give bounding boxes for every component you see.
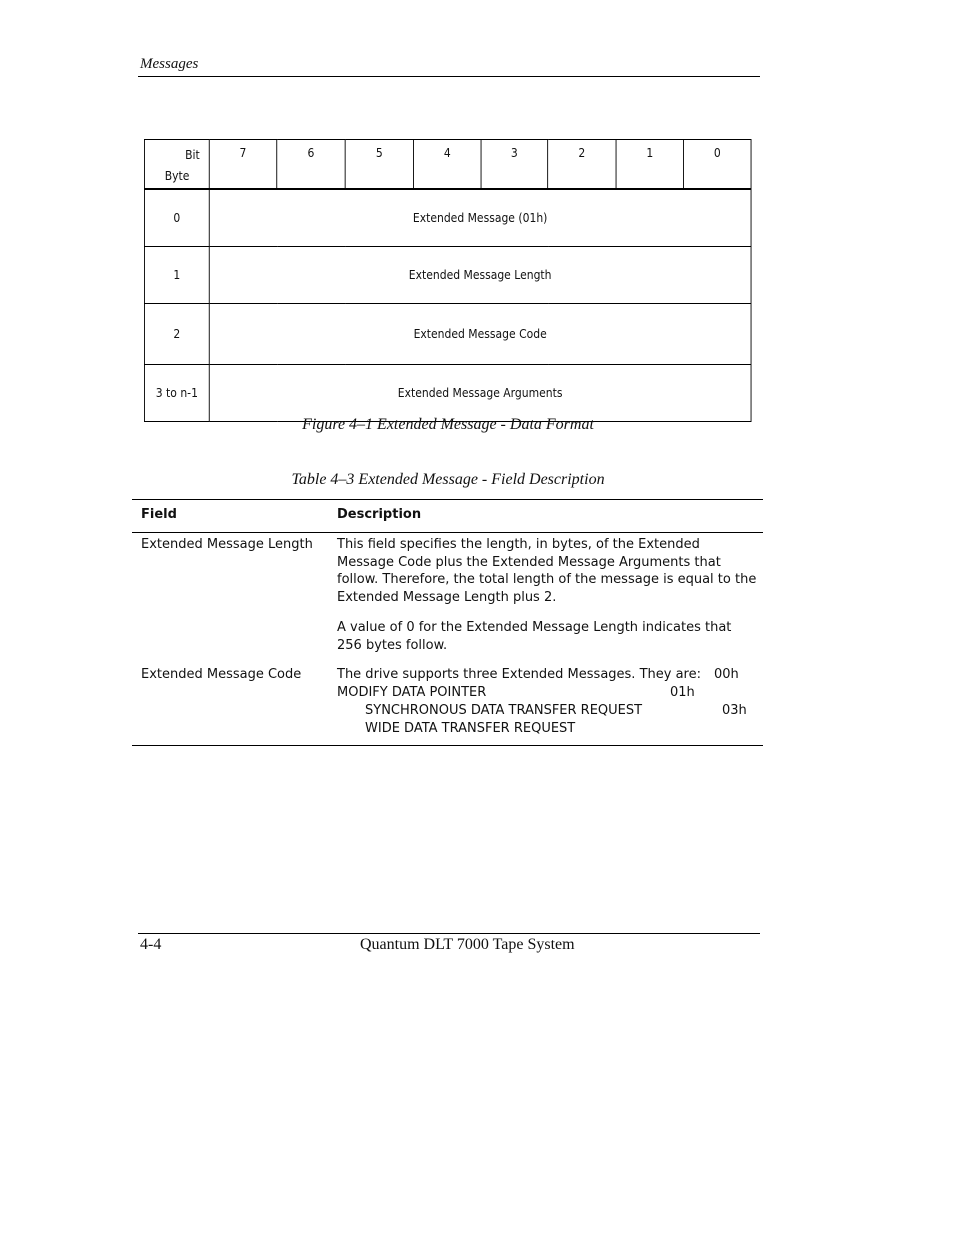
message-code: 01h [670,685,695,701]
message-code: 00h [714,667,739,683]
byte-field: Extended Message Code [209,303,751,364]
table-header-row [132,499,763,533]
bit-cell: 3 [481,140,548,190]
message-code: 03h [722,703,747,719]
byte-row [144,246,751,303]
byte-field: Extended Message Length [209,246,751,303]
byte-field: Extended Message (01h) [209,189,751,246]
byte-row [144,364,751,421]
byte-field: Extended Message Arguments [209,364,751,421]
table-bottom-rule [132,745,763,746]
footer-title: Quantum DLT 7000 Tape System [360,936,575,953]
message-name: MODIFY DATA POINTER [337,685,487,701]
description-intro: The drive supports three Extended Messages. They are: [337,667,701,683]
message-name: WIDE DATA TRANSFER REQUEST [365,721,576,737]
description-column-header: Description [337,507,422,522]
byte-row [144,303,751,364]
footer-rule [138,933,760,934]
header-rule [138,76,760,77]
figure-caption: Figure 4–1 Extended Message - Data Format [302,416,594,433]
bit-cell: 0 [684,140,752,190]
byte-row [144,189,751,246]
field-name: Extended Message Code [141,667,302,683]
field-description-table [132,499,763,746]
byte-number: 0 [144,189,209,246]
byte-label: Byte [164,169,190,183]
bit-cell: 7 [209,140,277,190]
bit-cell: 4 [414,140,482,190]
table-row [132,666,763,737]
table-caption: Table 4–3 Extended Message - Field Description [291,471,605,488]
data-format-figure [144,139,752,422]
message-name: SYNCHRONOUS DATA TRANSFER REQUEST [365,703,643,719]
bit-cell: 5 [345,140,413,190]
field-column-header: Field [141,507,177,522]
byte-number: 1 [144,246,209,303]
page-number: 4-4 [140,936,162,953]
description-paragraph: This field specifies the length, in bytes, of the Extended Message Code plus the Extended Message Arguments that follow. Therefore, the total length of the message is equal to the Extended Message Length plus 2. [337,537,757,606]
description-paragraph: A value of 0 for the Extended Message Length indicates that 256 bytes follow. [337,619,732,653]
field-description [337,666,757,737]
bit-cell: 2 [548,140,616,190]
byte-number: 3 to n-1 [144,364,209,421]
bit-label: Bit [185,148,200,162]
field-name: Extended Message Length [141,537,313,552]
running-head: Messages [140,56,199,72]
byte-number: 2 [144,303,209,364]
bit-byte-corner-cell [144,140,209,190]
bit-cell: 1 [616,140,684,190]
bit-cell: 6 [277,140,345,190]
bit-header-row [144,140,751,190]
table-row [132,536,763,654]
field-description [337,536,757,654]
